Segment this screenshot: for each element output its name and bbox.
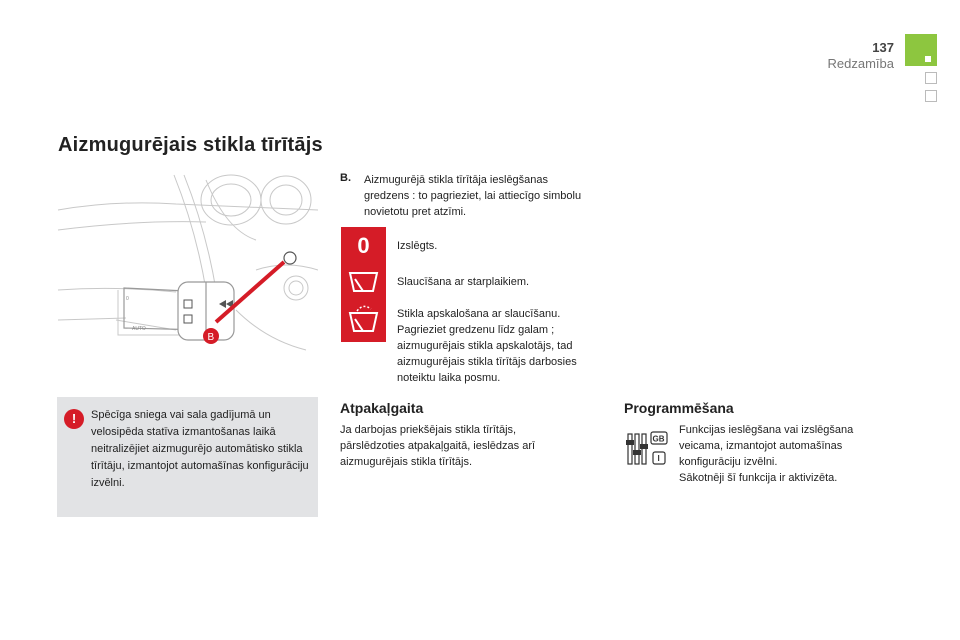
ring-position-symbols [341, 227, 386, 342]
page-marker-empty [925, 72, 937, 84]
programming-heading: Programmēšana [624, 400, 734, 416]
exclamation-icon: ! [64, 409, 84, 429]
option-intermittent-text: Slaucīšana ar starplaikiem. [397, 276, 530, 288]
wiper-stalk-illustration [56, 170, 318, 360]
item-b-label: B. [340, 172, 351, 184]
page-number: 137 [872, 40, 894, 55]
item-b-description: Aizmugurējā stikla tīrītāja ieslēgšanas gredzens : to pagrieziet, lai attiecīgo simbolu novietotu pret atzīmi. [364, 174, 582, 218]
section-title: Redzamība [827, 56, 894, 71]
option-wash-text: Stikla apskalošana ar slaucīšanu. Pagrieziet gredzenu līdz galam ; aizmugurējais stikla apskalotājs, tad aizmugurējais stikla tīrītājs darbosies noteiktu laika posmu. [397, 308, 577, 384]
page-title: Aizmugurējais stikla tīrītājs [58, 134, 323, 156]
callout-b-label: B [207, 332, 215, 343]
off-zero-icon: 0 [357, 233, 370, 258]
stalk-marking-zero: 0 [126, 296, 129, 302]
section-marker-dot [925, 56, 931, 62]
reverse-heading: Atpakaļgaita [340, 400, 424, 416]
programming-text: Funkcijas ieslēgšana vai izslēgšana veicama, izmantojot automašīnas konfigurāciju izvēlni. [679, 424, 854, 468]
programming-note: Sākotnēji šī funkcija ir aktivizēta. [679, 472, 838, 484]
page-marker-empty [925, 90, 937, 102]
reverse-text: Ja darbojas priekšējais stikla tīrītājs, pārslēdzoties atpakaļgaitā, ieslēdzas arī aizmugurējais stikla tīrītājs. [340, 424, 536, 468]
rear-wiper-icon [347, 269, 380, 297]
stalk-marking-auto: AUTO [132, 326, 146, 332]
i-flag-label: I [657, 454, 660, 463]
section-marker [905, 34, 937, 66]
option-off-text: Izslēgts. [397, 240, 438, 252]
gb-flag-label: GB [652, 434, 665, 444]
configuration-menu-icon [626, 428, 670, 468]
warning-text: Spēcīga sniega vai sala gadījumā un velosipēda statīva izmantošanas laikā neitralizējiet aizmugurējo automātisko stikla tīrītāju, izmantojot automašīnas konfigurāciju izvēlni. [91, 409, 309, 489]
rear-washer-icon [347, 303, 380, 335]
